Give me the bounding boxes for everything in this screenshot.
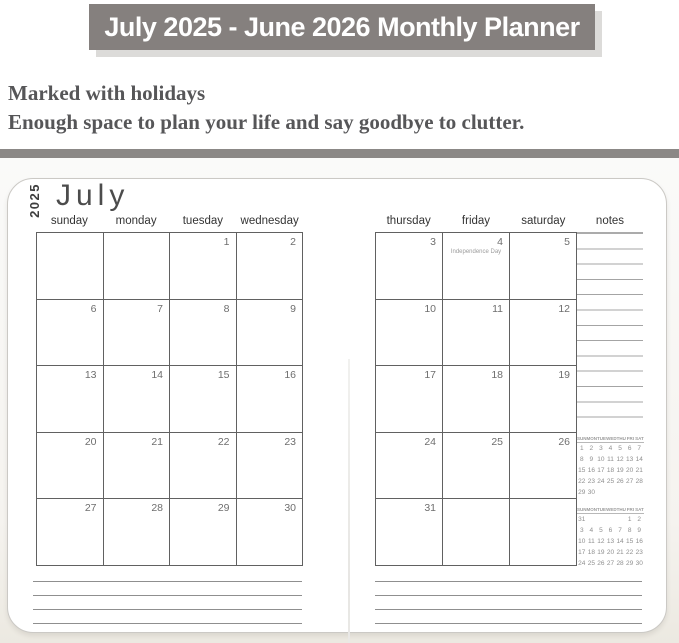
weekday-tuesday: tuesday xyxy=(182,215,224,227)
mini-calendar-week-row: 15 16 17 18 19 20 21 xyxy=(578,467,643,474)
notes-ruled-lines xyxy=(577,232,643,432)
calendar-day-cell xyxy=(170,433,237,500)
weekday-saturday: saturday xyxy=(521,215,566,227)
mini-calendar-week-row: 24 25 26 27 28 29 30 xyxy=(578,560,643,567)
calendar-day-cell xyxy=(37,366,104,433)
date-number: 29 xyxy=(217,502,230,515)
calendar-day-cell xyxy=(237,433,304,500)
date-number: 9 xyxy=(290,302,296,315)
calendar-day-cell xyxy=(510,433,577,500)
calendar-day-cell xyxy=(237,499,304,566)
mini-calendar-weekday-header: SUN MON TUE WED THU FRI SAT xyxy=(577,436,644,441)
mini-calendar-week-row: 8 9 10 11 12 13 14 xyxy=(579,456,643,463)
date-number: 22 xyxy=(217,435,230,448)
right-weekday-header-row xyxy=(375,215,577,227)
date-number: 16 xyxy=(284,369,296,382)
right-calendar-grid xyxy=(375,232,577,566)
notes-column-header: notes xyxy=(595,215,625,227)
weekday-wednesday: wednesday xyxy=(240,215,299,227)
calendar-day-cell xyxy=(376,499,443,566)
calendar-day-cell xyxy=(376,433,443,500)
month-title: July xyxy=(56,179,130,212)
mini-calendar-week-row: 29 30 xyxy=(578,489,595,496)
weekday-monday: monday xyxy=(115,215,157,227)
calendar-day-cell xyxy=(510,233,577,300)
subtitle-line-1: Marked with holidays xyxy=(8,81,206,105)
date-number: 25 xyxy=(491,435,503,448)
calendar-day-cell xyxy=(170,233,237,300)
left-page-note-lines xyxy=(33,568,302,624)
calendar-day-cell xyxy=(443,433,510,500)
date-number: 2 xyxy=(290,236,296,248)
calendar-day-cell xyxy=(104,499,171,566)
holiday-label: Independence Day xyxy=(450,249,502,255)
date-number: 21 xyxy=(151,435,163,448)
calendar-day-cell xyxy=(170,366,237,433)
mini-calendar-august xyxy=(577,507,644,569)
calendar-day-cell xyxy=(37,499,104,566)
left-weekday-header-row xyxy=(36,215,303,227)
weekday-thursday: thursday xyxy=(386,215,431,227)
calendar-day-cell xyxy=(510,300,577,367)
divider-bar xyxy=(0,149,679,158)
calendar-day-cell xyxy=(376,233,443,300)
date-number: 17 xyxy=(424,369,436,382)
calendar-day-cell xyxy=(510,366,577,433)
year-label: 2025 xyxy=(27,183,42,218)
left-calendar-grid xyxy=(36,232,303,566)
mini-calendar-week-row: 17 18 19 20 21 22 23 xyxy=(578,549,643,556)
date-number: 10 xyxy=(424,302,436,315)
calendar-day-cell xyxy=(37,300,104,367)
title-banner xyxy=(89,4,595,50)
calendar-day-cell xyxy=(170,499,237,566)
date-number: 3 xyxy=(430,236,436,248)
date-number: 13 xyxy=(84,369,97,382)
date-number: 1 xyxy=(223,236,230,248)
page-center-seam xyxy=(348,359,350,643)
weekday-friday: friday xyxy=(461,215,491,227)
date-number: 20 xyxy=(84,435,97,448)
subtitle-block xyxy=(8,79,524,137)
calendar-day-cell xyxy=(237,233,304,300)
date-number: 23 xyxy=(284,435,296,448)
calendar-day-cell xyxy=(37,433,104,500)
mini-calendar-june xyxy=(577,436,644,498)
mini-calendar-week-row: 22 23 24 25 26 27 28 xyxy=(578,478,643,485)
date-number: 4 xyxy=(497,236,503,248)
date-number: 19 xyxy=(558,369,570,382)
calendar-day-cell xyxy=(237,300,304,367)
mini-calendar-week-row: 1 2 3 4 5 6 7 xyxy=(579,445,642,452)
weekday-sunday: sunday xyxy=(50,215,88,227)
calendar-day-cell xyxy=(237,366,304,433)
calendar-day-cell xyxy=(443,233,510,300)
calendar-day-cell xyxy=(37,233,104,300)
calendar-day-cell xyxy=(104,233,171,300)
calendar-day-cell xyxy=(376,366,443,433)
calendar-day-cell xyxy=(104,300,171,367)
date-number: 24 xyxy=(424,435,436,448)
calendar-day-cell xyxy=(443,366,510,433)
mini-calendar-weekday-header: SUN MON TUE WED THU FRI SAT xyxy=(577,507,644,512)
calendar-day-cell xyxy=(170,300,237,367)
subtitle-line-2: Enough space to plan your life and say goodbye to clutter. xyxy=(8,110,525,134)
mini-calendar-week-row: 3 4 5 6 7 8 9 xyxy=(579,527,642,534)
mini-calendar-week-row: 31 1 2 xyxy=(578,516,642,523)
date-number: 8 xyxy=(223,302,230,315)
date-number: 31 xyxy=(424,502,436,515)
date-number: 12 xyxy=(558,302,570,315)
date-number: 18 xyxy=(491,369,503,382)
date-number: 27 xyxy=(84,502,97,515)
calendar-day-cell xyxy=(510,499,577,566)
right-page-note-lines xyxy=(375,568,642,624)
mini-calendar-week-row: 10 11 12 13 14 15 16 xyxy=(578,538,643,545)
date-number: 15 xyxy=(217,369,230,382)
date-number: 28 xyxy=(151,502,163,515)
date-number: 30 xyxy=(284,502,296,515)
calendar-day-cell xyxy=(376,300,443,367)
calendar-day-cell xyxy=(104,433,171,500)
calendar-day-cell xyxy=(443,499,510,566)
date-number: 26 xyxy=(558,435,570,448)
date-number: 14 xyxy=(151,369,163,382)
calendar-day-cell xyxy=(104,366,171,433)
date-number: 6 xyxy=(90,302,97,315)
calendar-day-cell xyxy=(443,300,510,367)
date-number: 5 xyxy=(564,236,570,248)
date-number: 7 xyxy=(157,302,163,315)
date-number: 11 xyxy=(492,302,503,315)
banner-title: July 2025 - June 2026 Monthly Planner xyxy=(104,11,580,42)
